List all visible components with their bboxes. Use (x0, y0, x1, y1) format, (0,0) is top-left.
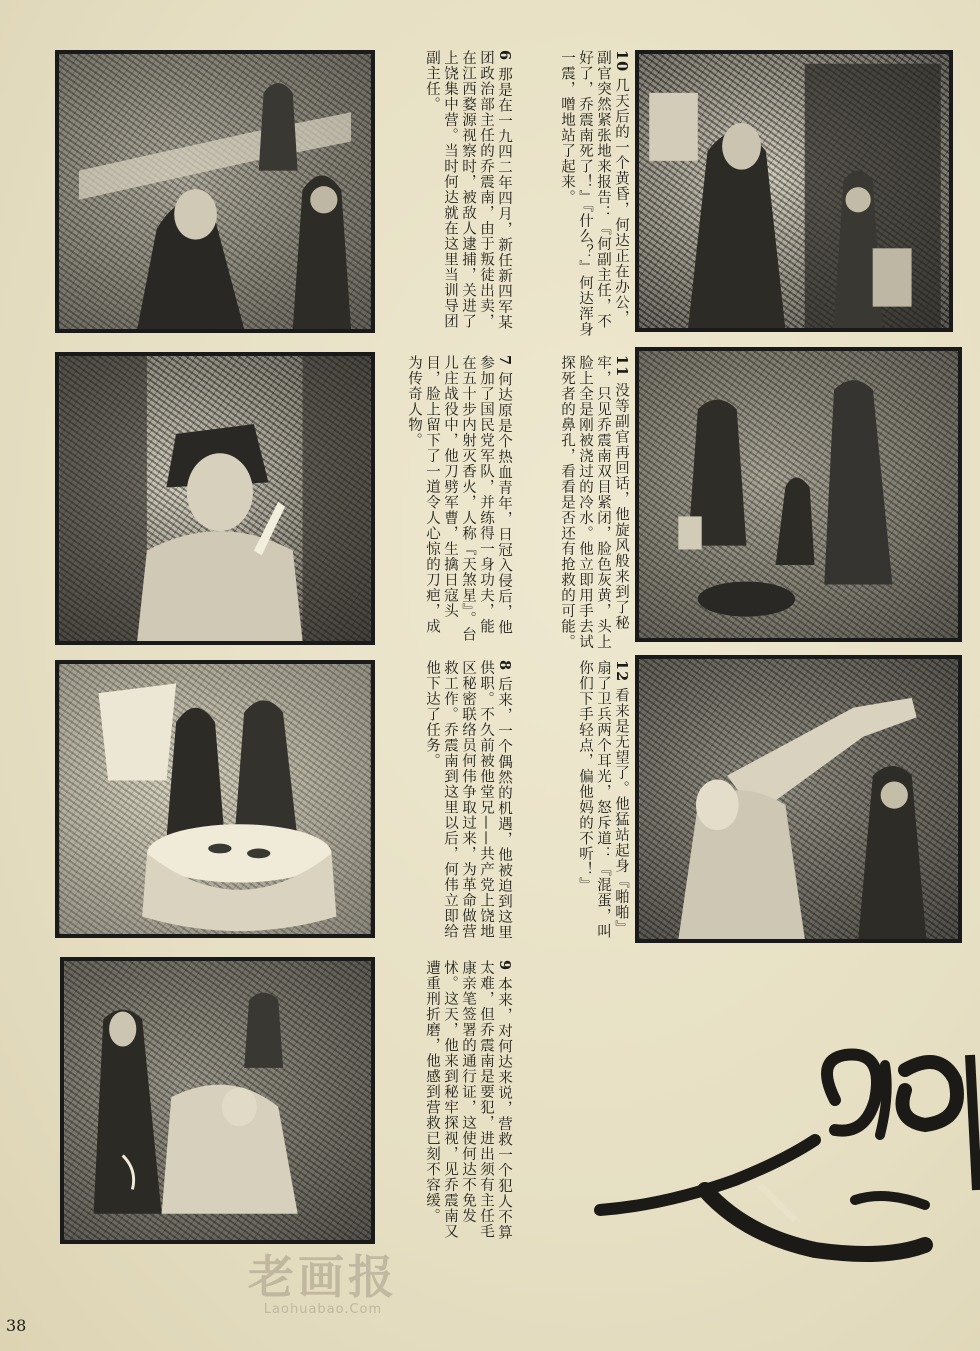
caption-panel-10 (535, 50, 630, 340)
panel-8-illustration (59, 664, 371, 934)
caption-10-number: 10 (613, 50, 630, 73)
panel-6-illustration (59, 54, 371, 329)
watermark-logo-text: 老画报 (248, 1250, 398, 1304)
caption-6-text: 那是在一九四二年四月，新任新四军某团政治部主任的乔震南，由于叛徒出卖，在江西婺源视察时，被敌人逮捕，关进了上饶集中营。当时何达就在这里当训导团副主任。 (424, 50, 512, 331)
panel-11-illustration (639, 351, 958, 638)
caption-11-text: 没等副官再回话，他旋风般来到了秘牢，只见乔震南双目紧闭，脸色灰黄，头上脸上全是刚被浇过的冷水。他立即用手去试探死者的鼻孔，看看是否还有抢救的可能。 (559, 355, 629, 650)
woodcut-panel-6 (55, 50, 375, 333)
woodcut-panel-8 (55, 660, 375, 938)
caption-panel-12 (555, 660, 630, 945)
caption-panel-11 (535, 355, 630, 655)
watermark-url: Laohuabao.Com (263, 1302, 383, 1317)
caption-8-number: 8 (496, 660, 513, 672)
caption-10-text: 几天后的一个黄昏，何达正在办公，副官突然紧张地来报告：『何副主任，不好了，乔震南死了！』『什么？』何达浑身一震，噌地站了起来。 (559, 50, 629, 338)
panel-12-illustration (639, 659, 958, 939)
panel-10-illustration (639, 54, 949, 328)
caption-panel-8 (388, 660, 513, 950)
caption-12-number: 12 (613, 660, 630, 683)
caption-7-number: 7 (496, 355, 513, 367)
panel-9-illustration (64, 961, 371, 1240)
caption-12-text: 看来是无望了。他猛站起身『啪啪』扇了卫兵两个耳光，怒斥道：『混蛋，叫你们下手轻点，偏他妈的不听！』 (577, 660, 629, 939)
caption-panel-6 (388, 50, 513, 340)
caption-panel-7 (388, 355, 513, 645)
caption-11-number: 11 (613, 355, 630, 378)
page-number: 38 (6, 1316, 27, 1335)
woodcut-panel-9 (60, 957, 375, 1244)
woodcut-panel-11 (635, 347, 962, 642)
caption-8-text: 后来，一个偶然的机遇，他被迫到这里供职。不久前被他堂兄——共产党上饶地区秘密联络员何伟争取过来，为革命做营救工作。乔震南到这里以后，何伟立即给他下达了任务。 (424, 660, 512, 941)
caption-7-text: 何达原是个热血青年，日冠入侵后，他参加了国民党军队，并练得一身功夫，能在五十步内射灭香火，人称『天煞星』。台儿庄战役中，他刀劈军曹，生擒日寇头目，脸上留下了一道令人心惊的刀疤，成为传奇人物。 (406, 355, 512, 643)
caption-9-text: 本来，对何达来说，营救一个犯人不算太难，但乔震南是要犯，进出须有主任毛康亲笔签署的通行证，这使何达不免发怵。这天，他来到秘牢探视，见乔震南又遭重刑折磨，他感到营救已刻不容缓。 (424, 960, 512, 1241)
woodcut-panel-12 (635, 655, 962, 943)
caption-6-number: 6 (496, 50, 513, 62)
title-calligraphy-art (585, 1040, 980, 1270)
woodcut-panel-7 (55, 352, 375, 645)
site-watermark (228, 1252, 418, 1317)
caption-panel-9 (388, 960, 513, 1250)
caption-9-number: 9 (496, 960, 513, 972)
woodcut-panel-10 (635, 50, 953, 332)
panel-7-illustration (59, 356, 371, 641)
